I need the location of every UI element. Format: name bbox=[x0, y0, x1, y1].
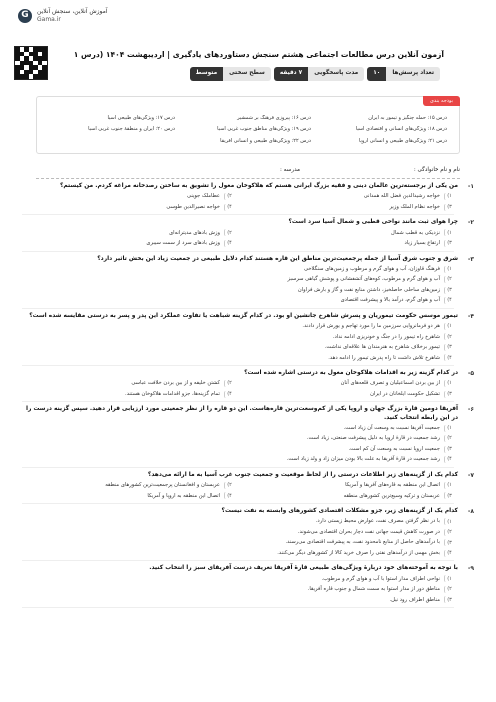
question-text: شرق و جنوب شرق آسیا از جمله پرجمعیت‌ترین مناطق این قاره هستند کدام دلایل طبیعی در جمعیت زیاد این بخش تاثیر دارد؟ bbox=[97, 255, 458, 262]
option-number: ۳) bbox=[444, 391, 454, 398]
answer-option[interactable] bbox=[242, 389, 454, 400]
answer-option[interactable] bbox=[22, 274, 454, 285]
question-number: ۹- bbox=[467, 565, 474, 573]
answer-option[interactable] bbox=[22, 548, 454, 559]
answer-option[interactable] bbox=[22, 191, 234, 202]
option-text: وزش بادهای سرد از سمت سیبری bbox=[146, 240, 220, 247]
option-number: ۳) bbox=[444, 596, 454, 603]
answer-option[interactable] bbox=[22, 228, 234, 239]
question-number: ۶- bbox=[467, 406, 474, 414]
option-number: ۱) bbox=[444, 518, 454, 525]
option-text: تشکیل حکومت ایلخانان در ایران bbox=[370, 390, 440, 397]
question-divider bbox=[22, 251, 454, 252]
question-text: من یکی از برجسته‌ترین عالمان دینی و فقیه بزرگ ایرانی هستم که هلاکوخان مغول را تشویق به ساختن رصدخانه مراغه کردم. من کیستم؟ bbox=[59, 183, 458, 189]
question-divider bbox=[22, 560, 454, 561]
answer-option[interactable] bbox=[22, 433, 454, 444]
answer-option[interactable] bbox=[22, 238, 234, 249]
answer-option[interactable] bbox=[22, 584, 454, 595]
answer-option[interactable] bbox=[22, 332, 454, 343]
option-text: عربستان و افغانستان پرجمعیت‌ترین کشورهای منطقه bbox=[105, 482, 220, 489]
question-text: آفریقا دومین قارهٔ بزرگ جهان و اروپا یکی از کم‌وسعت‌ترین قاره‌هاست. این دو قاره را از نظر جمعیتی مورد ارزیابی قرار دهید. سپس گزینه درست را در این رابطه انتخاب کنید. bbox=[25, 406, 458, 421]
option-number: ۲) bbox=[444, 586, 454, 593]
option-text: جمعیت آفریقا نسبت به وسعت آن زیاد است. bbox=[343, 424, 440, 431]
option-text: با درآمدهای حاصل از منابع نامحدود نفت، به پیشرفت اقتصادی می‌رسند. bbox=[285, 539, 440, 546]
answer-option[interactable] bbox=[22, 574, 454, 585]
option-number: ۱) bbox=[444, 323, 454, 330]
question-number: ۱- bbox=[467, 183, 474, 190]
option-text: اتصال این منطقه به قاره‌های آفریقا و آمریکا bbox=[345, 482, 440, 489]
option-number: ۴) bbox=[224, 204, 234, 211]
lesson-item: درس ۲۱: ویژگی‌های طبیعی و انسانی اروپا bbox=[359, 137, 447, 144]
option-number: ۳) bbox=[444, 287, 454, 294]
answer-option[interactable] bbox=[242, 228, 454, 239]
option-text: خواجه رشیدالدین فضل الله همدانی bbox=[363, 193, 440, 200]
answer-option[interactable] bbox=[22, 480, 234, 491]
lessons-tag: بودجه بندی bbox=[423, 96, 460, 106]
answer-option[interactable] bbox=[22, 537, 454, 548]
option-number: ۱) bbox=[444, 193, 454, 200]
question-text: چرا هوای ثبت مانند نواحی قطبی و شمال آسیا سرد است؟ bbox=[288, 219, 458, 226]
option-text: فرهنگ قاوزان، آب و هوای گرم و مرطوب و زمین‌های سنگلاخی bbox=[304, 265, 440, 272]
option-text: رشد جمعیت در قارهٔ اروپا به دلیل پیشرفت صنعتی، زیاد است. bbox=[306, 435, 440, 442]
option-number: ۱) bbox=[444, 266, 454, 273]
answer-option[interactable] bbox=[22, 295, 454, 306]
option-number: ۳) bbox=[444, 204, 454, 211]
question-number: ۴- bbox=[467, 312, 474, 320]
option-number: ۳) bbox=[444, 344, 454, 351]
name-label: نام و نام خانوادگی : bbox=[413, 167, 460, 173]
stat-difficulty: سطح سختی متوسط bbox=[190, 67, 271, 81]
option-number: ۱) bbox=[444, 380, 454, 387]
lesson-item: درس ۲۰: ایران و منطقهٔ جنوب غربی آسیا bbox=[88, 126, 175, 133]
option-text: آب و هوای گرم و مرطوب، کوه‌های آتشفشانی و پوشش گیاهی سرسبز bbox=[287, 276, 440, 283]
question-divider bbox=[22, 467, 454, 468]
answer-option[interactable] bbox=[22, 444, 454, 455]
option-text: رشد جمعیت در قارهٔ آفریقا به علت بالا بودن میزان زاد و ولد زیاد است. bbox=[286, 456, 440, 463]
option-text: با در نظر گرفتن مصرف نفت، عوارض محیط زیستی دارد. bbox=[315, 518, 440, 525]
option-text: در صورت کاهش قیمت جهانی نفت دچار بحران اقتصادی می‌شوند. bbox=[297, 528, 440, 535]
question-number: ۲- bbox=[467, 219, 474, 227]
answer-option[interactable] bbox=[22, 423, 454, 434]
question-item bbox=[22, 182, 474, 215]
student-info-row bbox=[36, 163, 460, 179]
option-number: ۲) bbox=[444, 435, 454, 442]
lesson-item: درس ۱۸: ویژگی‌های انسانی و اقتصادی آسیا bbox=[355, 126, 447, 133]
question-number: ۷- bbox=[467, 471, 474, 479]
question-item bbox=[22, 507, 474, 561]
option-number: ۴) bbox=[224, 240, 234, 247]
question-divider bbox=[22, 503, 454, 504]
answer-option[interactable] bbox=[22, 378, 234, 389]
option-number: ۲) bbox=[224, 229, 234, 236]
option-number: ۴) bbox=[224, 492, 234, 499]
option-text: مناطق اطراف رود نیل. bbox=[389, 596, 440, 603]
answer-option[interactable] bbox=[22, 342, 454, 353]
stat-duration: مدت پاسخگویی ۷ دقیقه bbox=[274, 67, 364, 81]
option-number: ۲) bbox=[444, 333, 454, 340]
option-number: ۲) bbox=[444, 276, 454, 283]
answer-option[interactable] bbox=[22, 353, 454, 364]
answer-option[interactable] bbox=[22, 389, 234, 400]
question-divider bbox=[22, 214, 454, 215]
question-item bbox=[22, 369, 474, 402]
question-divider bbox=[22, 607, 454, 608]
answer-option[interactable] bbox=[242, 491, 454, 502]
brand[interactable] bbox=[18, 8, 108, 23]
option-number: ۴) bbox=[444, 550, 454, 557]
option-number: ۳) bbox=[444, 492, 454, 499]
question-divider bbox=[22, 401, 454, 402]
option-text: خواجه نصیرالدین طوسی bbox=[166, 203, 220, 210]
option-number: ۲) bbox=[224, 482, 234, 489]
option-text: از بین بردن اسماعیلیان و تصرف قلعه‌های آنان bbox=[340, 380, 440, 387]
option-number: ۱) bbox=[444, 482, 454, 489]
question-item bbox=[22, 405, 474, 468]
lesson-item: درس ۱۷: ویژگی‌های طبیعی آسیا bbox=[107, 115, 175, 121]
option-text: هر دو فرمانروایی سرزمین ما را مورد تهاجم و یورش قرار دادند. bbox=[302, 323, 440, 330]
question-item bbox=[22, 312, 474, 366]
option-text: نواحی اطراف مدار استوا با آب و هوای گرم و مرطوب. bbox=[321, 575, 440, 582]
question-number: ۸- bbox=[467, 508, 474, 516]
option-number: ۲) bbox=[444, 529, 454, 536]
answer-option[interactable] bbox=[22, 516, 454, 527]
question-item bbox=[22, 564, 474, 608]
question-text: در کدام گزینه زیر به اقدامات هلاکوخان مغول به درستی اشاره شده است؟ bbox=[244, 370, 458, 377]
option-text: آب و هوای گرم، درآمد بالا و پیشرفت اقتصادی bbox=[340, 297, 440, 304]
option-text: مناطق دور از مدار استوا به سمت شمال و جنوب قاره آفریقا. bbox=[307, 586, 440, 593]
option-number: ۳) bbox=[444, 446, 454, 453]
option-text: تمام گزینه‌ها، جزو اقدامات هلاکوخان هستند. bbox=[125, 390, 220, 397]
school-label: مدرسه : bbox=[280, 167, 300, 173]
question-item bbox=[22, 255, 474, 309]
option-number: ۲) bbox=[224, 380, 234, 387]
answer-option[interactable] bbox=[22, 454, 454, 465]
lessons-box bbox=[36, 96, 460, 154]
exam-stats bbox=[190, 67, 440, 81]
option-number: ۲) bbox=[224, 193, 234, 200]
qr-code-icon bbox=[14, 46, 48, 80]
option-text: شاهرخ تلاش داشت تا راه پدرش تیمور را ادامه دهد. bbox=[328, 354, 440, 361]
option-text: عطاملک جوینی bbox=[187, 193, 220, 200]
question-text: با توجه به آموخته‌های خود دربارهٔ ویژگی‌های طبیعی قارهٔ آفریقا تعریف درست آفریقای سبز را انتخاب کنید. bbox=[149, 565, 458, 572]
question-text: کدام یک از گزینه‌های زیر اطلاعات درستی را از لحاظ موقعیت و جمعیت جنوب غرب آسیا به ما ارائه می‌دهد؟ bbox=[147, 471, 458, 478]
question-number: ۳- bbox=[467, 255, 474, 263]
answer-option[interactable] bbox=[242, 191, 454, 202]
option-text: اتصال این منطقه به اروپا و آمریکا bbox=[147, 492, 220, 499]
answer-option[interactable] bbox=[22, 491, 234, 502]
answer-option[interactable] bbox=[242, 480, 454, 491]
brand-name-fa: آموزش آنلاین، سنجش آنلاین bbox=[37, 8, 108, 15]
question-text: کدام یک از گزینه‌های زیر، جزو مشکلات اقتصادی کشورهای وابسته به نفت نیست؟ bbox=[221, 508, 458, 515]
lesson-item: درس ۱۹: ویژگی‌های مناطق جنوب غربی آسیا bbox=[217, 126, 311, 133]
question-item bbox=[22, 471, 474, 504]
option-text: نزدیکی به قطب شمال bbox=[391, 229, 440, 236]
option-number: ۱) bbox=[444, 575, 454, 582]
brand-name-en: Gama.ir bbox=[37, 15, 61, 23]
exam-title: آزمون آنلاین درس مطالعات اجتماعی هشتم سنجش دستاوردهای یادگیری | اردیبهشت ۱۴۰۴ (درس ۱ bbox=[73, 50, 444, 59]
lesson-item: درس ۱۶: پیروزی فرهنگ بر شمشیر bbox=[237, 115, 311, 121]
stat-question-count: تعداد پرسش‌ها ۱۰ bbox=[367, 67, 440, 81]
option-text: عربستان و ترکیه وسیع‌ترین کشورهای منطقه bbox=[343, 492, 440, 499]
option-text: شاهرخ راه تیمور را در جنگ و خونریزی ادامه نداد. bbox=[332, 333, 440, 340]
option-text: جمعیت اروپا نسبت به وسعت آن کم است. bbox=[348, 445, 440, 452]
option-number: ۴) bbox=[444, 456, 454, 463]
answer-option[interactable] bbox=[22, 202, 234, 213]
option-number: ۳) bbox=[444, 240, 454, 247]
question-item bbox=[22, 218, 474, 251]
answer-option[interactable] bbox=[242, 202, 454, 213]
option-text: خواجه نظام الملک وزیر bbox=[389, 203, 440, 210]
questions-list bbox=[22, 182, 474, 611]
question-text: تیمور موسس حکومت تیموریان و پسرش شاهرخ جانشین او بود. در کدام گزینه شباهت یا تفاوت عملکرد این پدر و پسر به درستی مقایسه شده است؟ bbox=[29, 312, 458, 319]
option-text: تیمور برخلاف شاهرخ به هنرمندان ها علاقه‌ای نداشت. bbox=[324, 344, 440, 351]
answer-option[interactable] bbox=[22, 285, 454, 296]
option-text: ارتفاع بسیار زیاد bbox=[404, 240, 440, 247]
answer-option[interactable] bbox=[22, 595, 454, 606]
answer-option[interactable] bbox=[242, 238, 454, 249]
option-number: ۱) bbox=[444, 425, 454, 432]
option-number: ۳) bbox=[444, 539, 454, 546]
answer-option[interactable] bbox=[242, 378, 454, 389]
answer-option[interactable] bbox=[22, 527, 454, 538]
question-divider bbox=[22, 308, 454, 309]
option-number: ۴) bbox=[444, 297, 454, 304]
answer-option[interactable] bbox=[22, 264, 454, 275]
option-text: وزش بادهای مدیترانه‌ای bbox=[169, 229, 220, 236]
lesson-item: درس ۲۲: ویژگی‌های طبیعی و انسانی آفریقا bbox=[220, 137, 311, 144]
option-number: ۴) bbox=[444, 354, 454, 361]
question-number: ۵- bbox=[467, 370, 474, 378]
option-text: بخش مهمی از درآمدهای نفتی را صرف خرید کالا از کشورهای دیگر می‌کنند. bbox=[277, 549, 440, 556]
gama-logo-icon: G bbox=[18, 9, 32, 23]
option-number: ۴) bbox=[224, 391, 234, 398]
lesson-item: درس ۱۵: حمله چنگیز و تیمور به ایران bbox=[368, 115, 447, 121]
question-divider bbox=[22, 365, 454, 366]
option-number: ۱) bbox=[444, 229, 454, 236]
option-text: کشتن خلیفه و از بین بردن خلافت عباسی bbox=[131, 380, 220, 387]
option-text: زمین‌های ساحلی حاصلخیز، داشتن منابع نفت و گاز و بارش فراوان bbox=[297, 286, 440, 293]
answer-option[interactable] bbox=[22, 321, 454, 332]
page-header bbox=[0, 0, 496, 46]
